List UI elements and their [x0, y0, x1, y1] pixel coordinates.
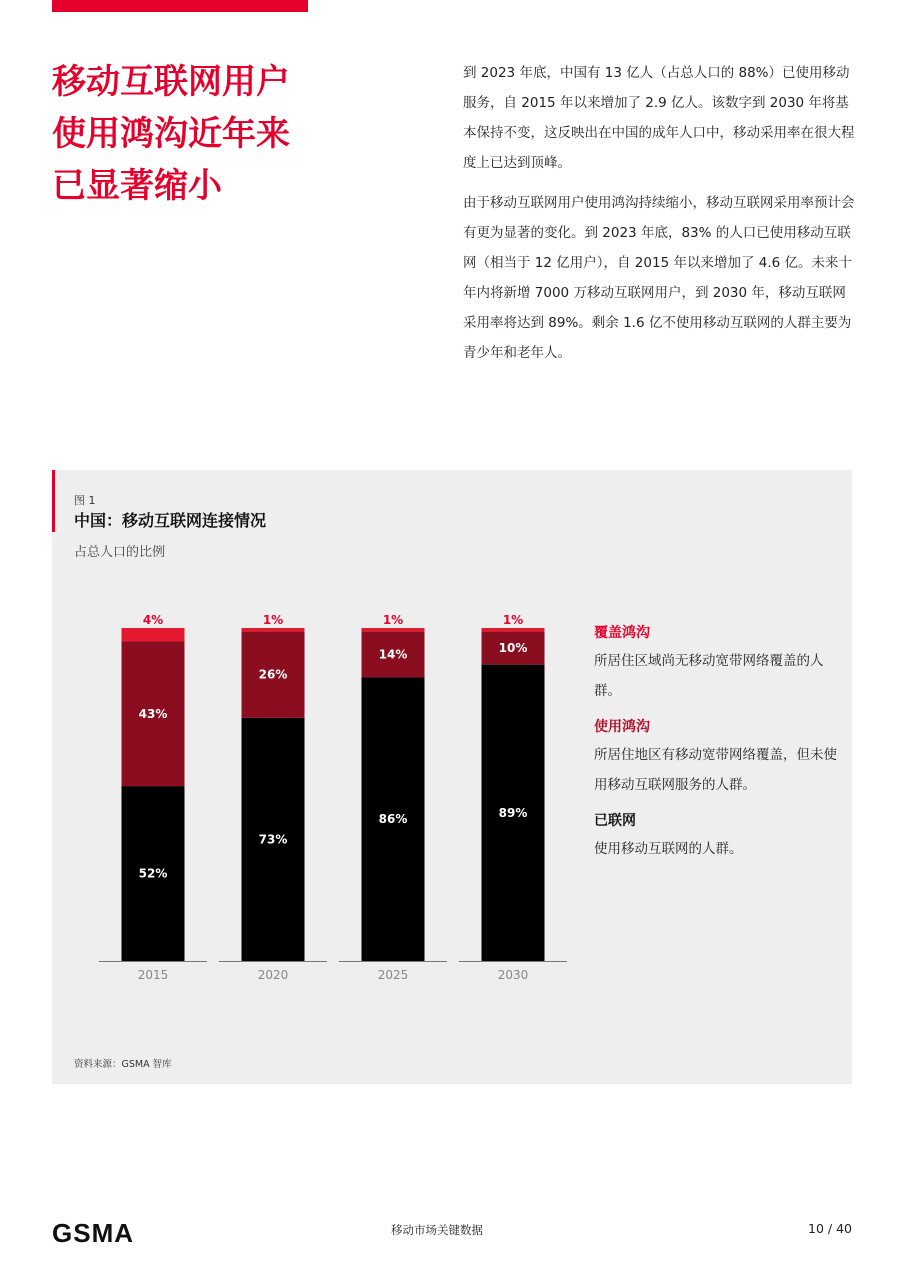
page-number: 10 / 40 — [808, 1221, 852, 1236]
data-label: 89% — [498, 805, 528, 820]
figure-subtitle: 占总人口的比例 — [74, 545, 166, 560]
gsma-logo: GSMA — [52, 1218, 134, 1248]
bar-segment — [482, 628, 545, 631]
body-paragraph-2: 由于移动互联网用户使用鸿沟持续缩小，移动互联网采用率预计会有更为显著的变化。到 2023 年底，83% 的人口已使用移动互联网（相当于 12 亿用户），自 2015 年以来增加了 4.6 亿。未来十年内将新增 7000 万移动互联网用户，到 2030 年，移动互联网采用率将达到 89%。剩余 1.6 亿不使用移动互联网的人群主要为青少年和老年人。 — [463, 195, 855, 361]
headline-line-1: 移动互联网用户 — [52, 62, 290, 102]
data-label: 14% — [378, 647, 408, 662]
legend-desc-connected: 使用移动互联网的人群。 — [594, 841, 743, 857]
legend-title-usage-gap: 使用鸿沟 — [594, 719, 650, 735]
footer-report-title: 移动市场关键数据 — [391, 1223, 483, 1237]
body-paragraph-1: 到 2023 年底，中国有 13 亿人（占总人口的 88%）已使用移动服务，自 2015 年以来增加了 2.9 亿人。该数字到 2030 年将基本保持不变，这反映出在中国的成年人口中，移动采用率在很大程度上已达到顶峰。 — [463, 65, 855, 171]
page-headline — [52, 56, 352, 212]
data-label: 4% — [142, 613, 164, 627]
legend-title-connected: 已联网 — [594, 813, 636, 829]
data-label: 1% — [382, 613, 404, 627]
data-label: 10% — [498, 640, 528, 655]
data-label: 26% — [258, 667, 288, 682]
x-tick-label: 2025 — [377, 968, 409, 982]
headline-line-2: 使用鸿沟近年来 — [52, 114, 290, 154]
figure-title: 中国：移动互联网连接情况 — [74, 511, 267, 530]
stacked-bar-chart — [52, 470, 592, 1000]
top-accent-bar — [52, 0, 308, 12]
data-label: 73% — [258, 832, 288, 847]
data-label: 86% — [378, 812, 408, 827]
figure-source: 资料来源：GSMA 智库 — [74, 1059, 172, 1070]
data-label: 43% — [138, 706, 168, 721]
figure-label: 图 1 — [74, 494, 96, 507]
bar-segment — [122, 628, 185, 641]
data-label: 52% — [138, 866, 168, 881]
bar-segment — [362, 628, 425, 631]
figure-panel — [52, 470, 852, 1084]
bar-segment — [242, 628, 305, 631]
x-tick-label: 2015 — [137, 968, 169, 982]
legend-title-coverage-gap: 覆盖鸿沟 — [594, 625, 650, 641]
data-label: 1% — [262, 613, 284, 627]
body-text — [463, 58, 858, 378]
chart-legend — [594, 620, 844, 872]
data-label: 1% — [502, 613, 524, 627]
legend-desc-coverage-gap: 所居住区域尚无移动宽带网络覆盖的人群。 — [594, 653, 824, 699]
headline-line-3: 已显著缩小 — [52, 166, 222, 206]
x-tick-label: 2020 — [257, 968, 289, 982]
x-tick-label: 2030 — [497, 968, 529, 982]
legend-desc-usage-gap: 所居住地区有移动宽带网络覆盖，但未使用移动互联网服务的人群。 — [594, 747, 837, 793]
